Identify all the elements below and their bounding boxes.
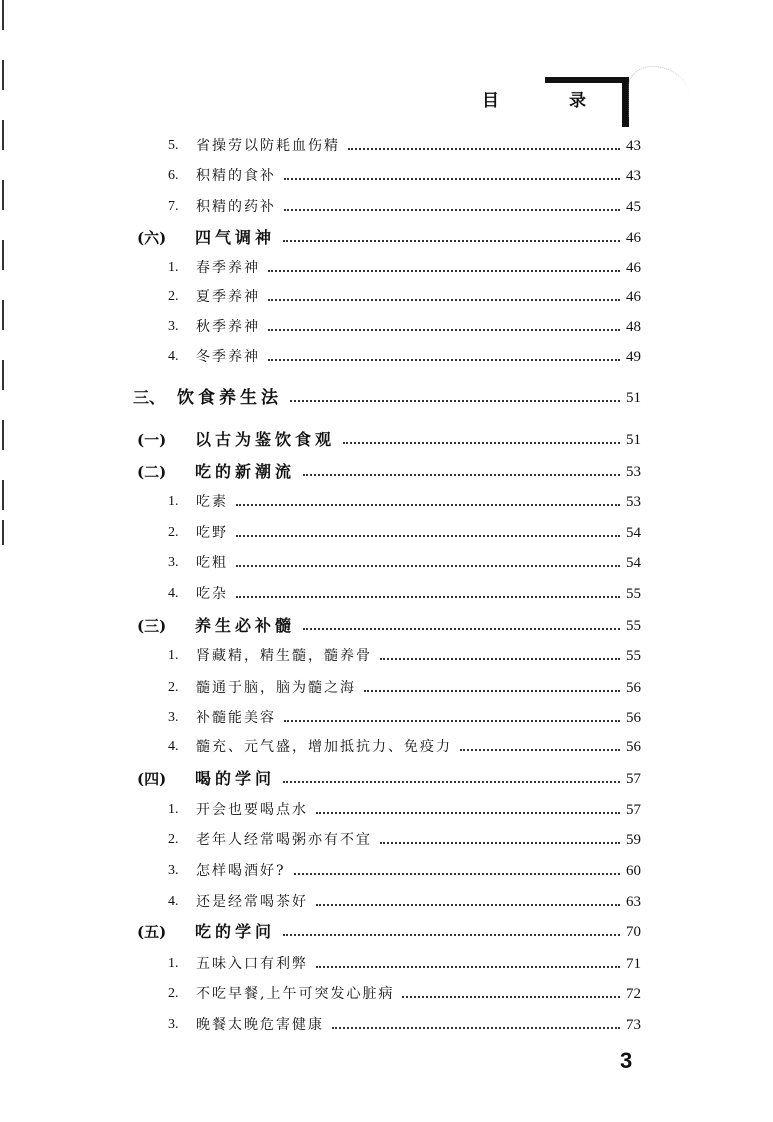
entry-title: 养生必补髓 bbox=[195, 616, 296, 635]
entry-title: 春季养神 bbox=[196, 260, 260, 276]
entry-page: 71 bbox=[626, 956, 641, 972]
toc-entry-item bbox=[0, 642, 648, 666]
entry-title: 积精的食补 bbox=[196, 168, 276, 184]
dot-leader bbox=[284, 720, 620, 722]
entry-page: 54 bbox=[626, 525, 641, 541]
entry-number: 1. bbox=[168, 260, 179, 275]
dot-leader bbox=[268, 270, 620, 272]
entry-page: 60 bbox=[626, 863, 641, 879]
entry-title: 开会也要喝点水 bbox=[196, 802, 308, 818]
entry-number: 7. bbox=[168, 199, 179, 214]
entry-number: (四) bbox=[137, 770, 167, 788]
entry-number: 5. bbox=[168, 138, 179, 153]
entry-number: 1. bbox=[168, 956, 179, 971]
toc-entry-item bbox=[0, 162, 648, 186]
dot-leader bbox=[316, 966, 620, 968]
dot-leader bbox=[402, 996, 620, 998]
dot-leader bbox=[380, 842, 620, 844]
entry-title: 四气调神 bbox=[195, 228, 276, 247]
entry-number: (二) bbox=[137, 463, 167, 481]
entry-page: 55 bbox=[626, 586, 641, 602]
entry-page: 46 bbox=[626, 260, 641, 276]
dot-leader bbox=[283, 781, 620, 783]
entry-title: 以古为鉴饮食观 bbox=[195, 430, 336, 449]
entry-page: 55 bbox=[626, 648, 641, 664]
dot-leader bbox=[283, 934, 620, 936]
entry-title: 积精的药补 bbox=[196, 199, 276, 215]
dot-leader bbox=[268, 299, 620, 301]
dot-leader bbox=[284, 178, 620, 180]
toc-entry-item bbox=[0, 549, 648, 573]
dot-leader bbox=[268, 359, 620, 361]
toc-entry-item bbox=[0, 580, 648, 604]
entry-title: 怎样喝酒好? bbox=[196, 863, 286, 879]
toc-entry-sec bbox=[0, 458, 648, 482]
dot-leader bbox=[364, 690, 620, 692]
entry-page: 46 bbox=[626, 230, 641, 246]
toc-entry-item bbox=[0, 132, 648, 156]
entry-page: 70 bbox=[626, 924, 641, 940]
entry-number: 4. bbox=[168, 586, 179, 601]
entry-page: 48 bbox=[626, 319, 641, 335]
toc-entry-item bbox=[0, 1011, 648, 1035]
entry-page: 56 bbox=[626, 739, 641, 755]
entry-number: 2. bbox=[168, 986, 179, 1001]
toc-entry-item bbox=[0, 950, 648, 974]
entry-title: 五味入口有利弊 bbox=[196, 956, 308, 972]
entry-title: 冬季养神 bbox=[196, 349, 260, 365]
entry-page: 63 bbox=[626, 894, 641, 910]
entry-number: (一) bbox=[137, 431, 167, 449]
dot-leader bbox=[460, 749, 620, 751]
dot-leader bbox=[343, 442, 620, 444]
entry-page: 55 bbox=[626, 618, 641, 634]
dot-leader bbox=[303, 628, 620, 630]
toc-entry-item bbox=[0, 796, 648, 820]
entry-title: 髓充、元气盛，增加抵抗力、免疫力 bbox=[196, 739, 452, 755]
entry-title: 吃杂 bbox=[196, 586, 228, 602]
toc-entry-item bbox=[0, 826, 648, 850]
entry-number: 2. bbox=[168, 289, 179, 304]
dot-leader bbox=[303, 474, 620, 476]
entry-page: 51 bbox=[626, 432, 641, 448]
entry-title: 吃野 bbox=[196, 525, 228, 541]
toc-entry-item bbox=[0, 254, 648, 278]
entry-title: 髓通于脑，脑为髓之海 bbox=[196, 680, 356, 696]
dot-leader bbox=[236, 535, 620, 537]
entry-page: 49 bbox=[626, 349, 641, 365]
entry-number: 6. bbox=[168, 168, 179, 183]
dot-leader bbox=[290, 400, 620, 402]
entry-page: 43 bbox=[626, 138, 641, 154]
toc-entry-item bbox=[0, 313, 648, 337]
entry-number: 1. bbox=[168, 648, 179, 663]
entry-title: 饮食养生法 bbox=[177, 388, 282, 408]
entry-page: 57 bbox=[626, 771, 641, 787]
dot-leader bbox=[236, 565, 620, 567]
entry-title: 肾藏精，精生髓，髓养骨 bbox=[196, 648, 372, 664]
corner-bracket-horizontal bbox=[545, 77, 628, 83]
dot-leader bbox=[294, 873, 620, 875]
dot-leader bbox=[284, 209, 620, 211]
toc-entry-item bbox=[0, 283, 648, 307]
entry-number: 3. bbox=[168, 863, 179, 878]
entry-number: 1. bbox=[168, 494, 179, 509]
dot-leader bbox=[283, 240, 620, 242]
decorative-scribble bbox=[628, 66, 689, 117]
toc-entry-item bbox=[0, 888, 648, 912]
entry-title: 还是经常喝茶好 bbox=[196, 894, 308, 910]
toc-entry-item bbox=[0, 488, 648, 512]
entry-title: 补髓能美容 bbox=[196, 710, 276, 726]
entry-page: 59 bbox=[626, 832, 641, 848]
entry-number: 2. bbox=[168, 680, 179, 695]
entry-page: 56 bbox=[626, 680, 641, 696]
entry-page: 51 bbox=[626, 390, 641, 406]
entry-title: 吃的学问 bbox=[195, 922, 276, 941]
toc-entry-item bbox=[0, 733, 648, 757]
page-number: 3 bbox=[620, 1048, 633, 1073]
entry-number: 3. bbox=[168, 710, 179, 725]
entry-number: 4. bbox=[168, 739, 179, 754]
entry-page: 54 bbox=[626, 555, 641, 571]
toc-entry-item bbox=[0, 704, 648, 728]
entry-title: 晚餐太晚危害健康 bbox=[196, 1017, 324, 1033]
scan-edge-mark bbox=[2, 0, 4, 30]
toc-entry-sec bbox=[0, 918, 648, 942]
scan-edge-mark bbox=[2, 60, 4, 90]
toc-entry-sec bbox=[0, 224, 648, 248]
entry-title: 夏季养神 bbox=[196, 289, 260, 305]
entry-page: 57 bbox=[626, 802, 641, 818]
dot-leader bbox=[316, 812, 620, 814]
entry-page: 46 bbox=[626, 289, 641, 305]
entry-page: 56 bbox=[626, 710, 641, 726]
header-char-lu: 录 bbox=[569, 91, 586, 111]
entry-title: 吃粗 bbox=[196, 555, 228, 571]
entry-number: 4. bbox=[168, 349, 179, 364]
toc-entry-sec bbox=[0, 426, 648, 450]
entry-title: 老年人经常喝粥亦有不宜 bbox=[196, 832, 372, 848]
toc-entry-sec bbox=[0, 765, 648, 789]
entry-number: 2. bbox=[168, 832, 179, 847]
toc-entry-item bbox=[0, 674, 648, 698]
toc-entry-chap bbox=[0, 384, 648, 408]
entry-title: 吃的新潮流 bbox=[195, 462, 296, 481]
entry-number: (六) bbox=[137, 229, 167, 247]
entry-number: 1. bbox=[168, 802, 179, 817]
entry-title: 省操劳以防耗血伤精 bbox=[196, 138, 340, 154]
dot-leader bbox=[348, 148, 620, 150]
dot-leader bbox=[268, 329, 620, 331]
entry-page: 73 bbox=[626, 1017, 641, 1033]
entry-title: 吃素 bbox=[196, 494, 228, 510]
dot-leader bbox=[236, 504, 620, 506]
entry-number: 3. bbox=[168, 555, 179, 570]
dot-leader bbox=[236, 596, 620, 598]
entry-page: 43 bbox=[626, 168, 641, 184]
toc-entry-item bbox=[0, 857, 648, 881]
dot-leader bbox=[316, 904, 620, 906]
toc-entry-item bbox=[0, 519, 648, 543]
entry-title: 秋季养神 bbox=[196, 319, 260, 335]
header-char-mu: 目 bbox=[482, 91, 499, 111]
toc-entry-item bbox=[0, 193, 648, 217]
entry-page: 45 bbox=[626, 199, 641, 215]
entry-number: 3. bbox=[168, 319, 179, 334]
entry-page: 53 bbox=[626, 494, 641, 510]
entry-number: (三) bbox=[137, 617, 167, 635]
dot-leader bbox=[380, 658, 620, 660]
entry-number: (五) bbox=[137, 923, 167, 941]
toc-entry-item bbox=[0, 980, 648, 1004]
entry-page: 72 bbox=[626, 986, 641, 1002]
entry-number: 三、 bbox=[133, 388, 166, 407]
entry-number: 4. bbox=[168, 894, 179, 909]
toc-entry-item bbox=[0, 343, 648, 367]
dot-leader bbox=[332, 1027, 620, 1029]
entry-number: 2. bbox=[168, 525, 179, 540]
toc-entry-sec bbox=[0, 612, 648, 636]
entry-page: 53 bbox=[626, 464, 641, 480]
entry-title: 不吃早餐,上午可突发心脏病 bbox=[196, 986, 395, 1002]
entry-title: 喝的学问 bbox=[195, 769, 276, 788]
entry-number: 3. bbox=[168, 1017, 179, 1032]
